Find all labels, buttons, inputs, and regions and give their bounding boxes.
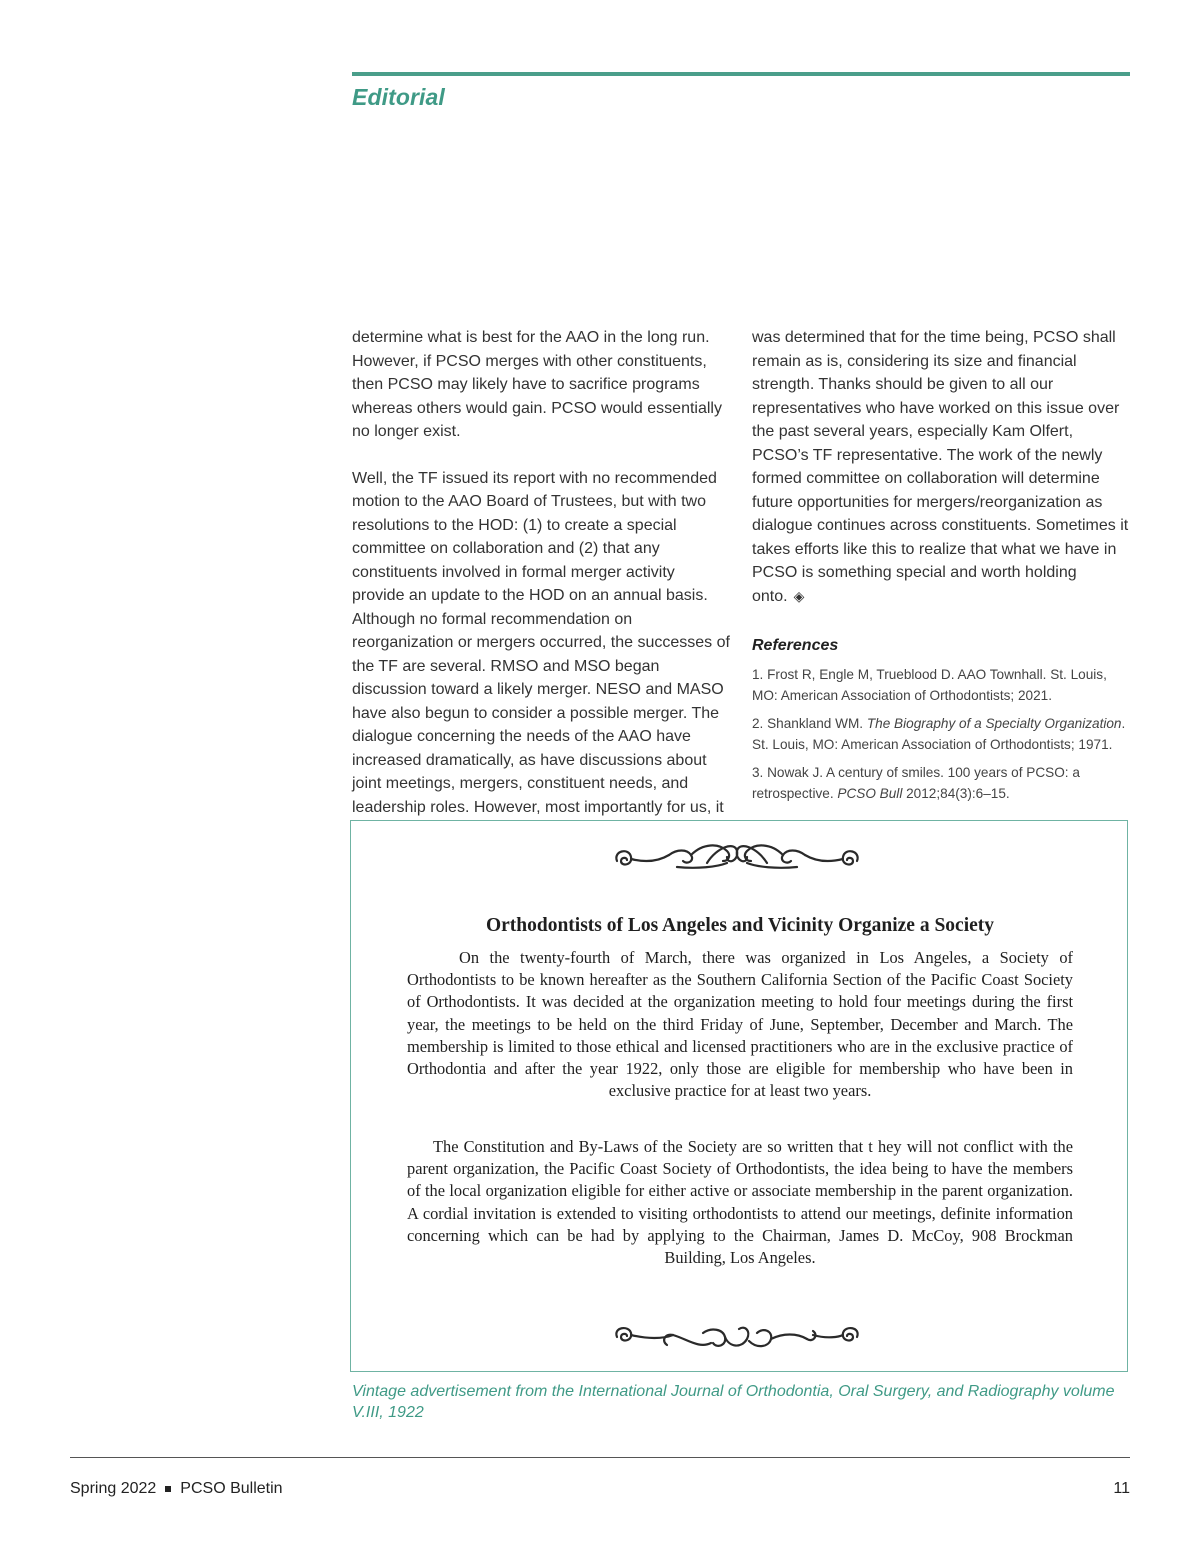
- body-paragraph-text: was determined that for the time being, PCSO shall remain as is, considering its size and financial strength. Thanks should be given to all our representatives who have worked on this issue over the past several years, especially Kam Olfert, PCSO’s TF representative. The work of the newly formed committee on collaboration will determine future opportunities for mergers/reorganization as dialogue continues across constituents. Sometimes it takes efforts like this to realize that what we have in PCSO is something special and worth holding onto.: [752, 329, 1129, 605]
- ornament-flourish-icon: [607, 833, 867, 879]
- footer-rule: [70, 1457, 1130, 1458]
- section-title: Editorial: [352, 84, 445, 110]
- footer-publication: PCSO Bulletin: [180, 1480, 283, 1497]
- vintage-advertisement: [350, 820, 1128, 1372]
- body-paragraph: [752, 326, 1130, 608]
- reference-item: 2. Shankland WM. The Biography of a Specialty Organization. St. Louis, MO: American Association of Orthodontists; 1971.: [752, 715, 1126, 752]
- advertisement-paragraph: The Constitution and By-Laws of the Society are so written that t hey will not conflict with the parent organization, the Pacific Coast Society of Orthodontists, the idea being to have the members of the local organization eligible for either active or associate membership in the parent organization. A cordial invitation is extended to visiting orthodontists to attend our meetings, definite information concerning which can be had by applying to the Chairman, James D. McCoy, 908 Brockman Building, Los Angeles.: [407, 1137, 1073, 1268]
- bullet-square-icon: [165, 1486, 171, 1492]
- reference-item: 1. Frost R, Engle M, Trueblood D. AAO Townhall. St. Louis, MO: American Association of Orthodontists; 2021.: [752, 666, 1107, 703]
- end-of-article-icon: ◈: [793, 587, 805, 604]
- reference-item: 3. Nowak J. A century of smiles. 100 years of PCSO: a retrospective. PCSO Bull 2012;84(3):6–15.: [752, 764, 1080, 801]
- advertisement-caption: Vintage advertisement from the International Journal of Orthodontia, Oral Surgery, and Radiography volume V.III, 1922: [352, 1383, 1115, 1421]
- page-number: 11: [1113, 1480, 1130, 1497]
- footer-issue-info: [70, 1480, 283, 1498]
- body-paragraph: determine what is best for the AAO in the long run. However, if PCSO merges with other constituents, then PCSO may likely have to sacrifice programs whereas others would gain. PCSO would essentially no longer exist.: [352, 329, 722, 440]
- body-paragraph: Well, the TF issued its report with no recommended motion to the AAO Board of Trustees, but with two resolutions to the HOD: (1) to create a special committee on collaboration and (2) that any constituents involved in formal merger activity provide an update to the HOD on an annual basis. Although no formal recommendation on reorganization or mergers occurred, the successes of the TF are several. RMSO and MSO began discussion toward a likely merger. NESO and MASO have also begun to consider a possible merger. The dialogue concerning the needs of the AAO have increased dramatically, as have discussions about joint meetings, mergers, constituent needs, and leadership roles. However, most importantly for us, it: [352, 469, 730, 816]
- references-heading: References: [752, 637, 839, 654]
- right-column: [752, 326, 1130, 805]
- footer-issue: Spring 2022: [70, 1480, 157, 1497]
- left-column: [352, 326, 730, 819]
- advertisement-title: Orthodontists of Los Angeles and Vicinity Organize a Society: [485, 915, 995, 936]
- ornament-flourish-icon: [607, 1315, 867, 1361]
- header-rule: [352, 72, 1130, 76]
- advertisement-paragraph: On the twenty-fourth of March, there was organized in Los Angeles, a Society of Orthodontists to be known hereafter as the Southern California Section of the Pacific Coast Society of Orthodontists. It was decided at the organization meeting to hold four meetings during the first year, the meetings to be held on the third Friday of June, September, December and March. The membership is limited to those ethical and licensed practitioners who are in the exclusive practice of Orthodontia and after the year 1922, only those are eligible for membership who have been in exclusive practice for at least two years.: [407, 948, 1073, 1101]
